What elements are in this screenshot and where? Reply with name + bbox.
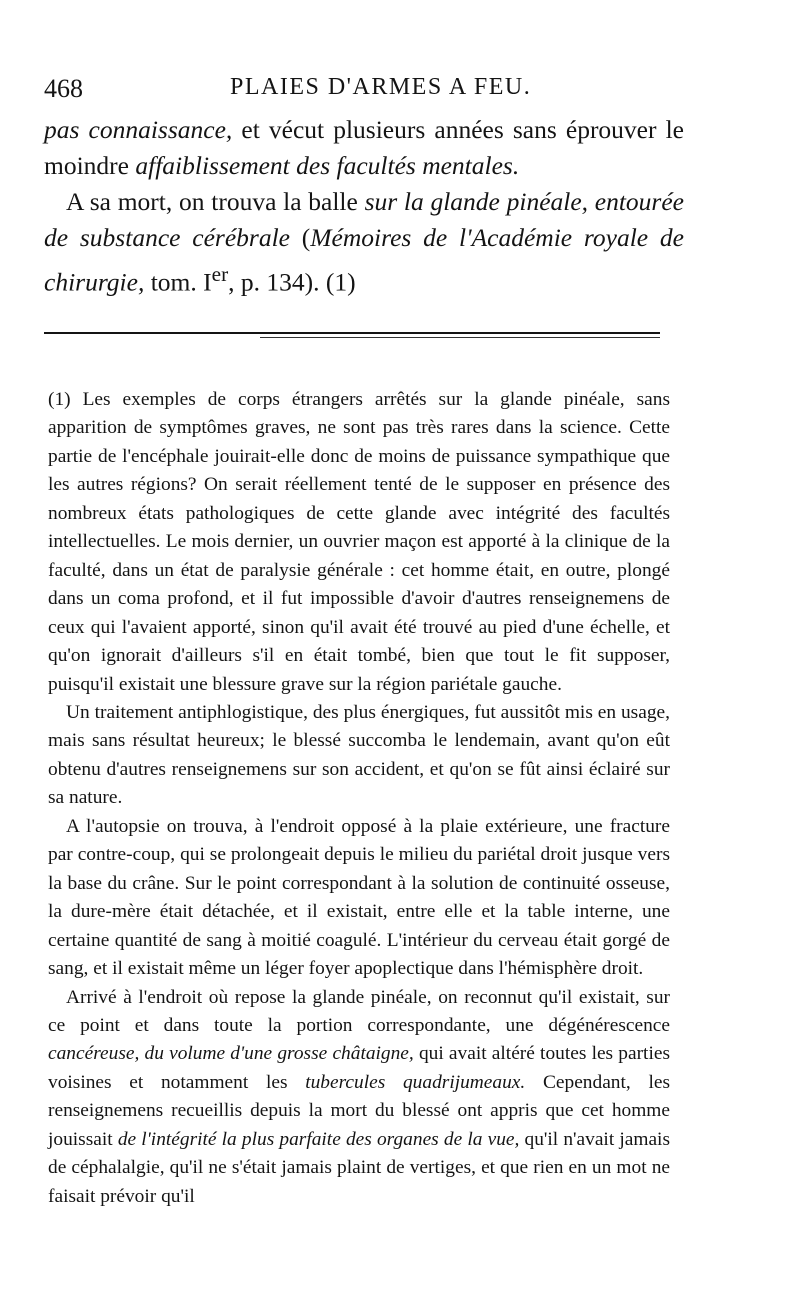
main-paragraph-1 [44,112,684,184]
running-title: PLAIES D'ARMES A FEU. [230,74,532,100]
text-run: tom. I [144,267,212,297]
text-run: qui avait altéré toutes les parties voisines et notamment les [48,1043,670,1093]
page-number: 468 [44,74,83,103]
italic-phrase: de l'intégrité la plus parfaite des organes de la vue, [117,1128,520,1150]
text-run: et vécut plusieurs années sans éprouver le moindre [44,115,684,180]
italic-phrase: cancéreuse, du volume d'une grosse châtaigne, [48,1043,414,1065]
footnote-paragraph-2: Un traitement antiphlogistique, des plus énergiques, fut aussitôt mis en usage, mais sans résultat heureux; le blessé succomba le lendemain, avant qu'on eût obtenu d'autres renseignemens sur son accident, et qu'on se fût ainsi éclairé sur sa nature. [48,701,670,809]
text-run: ( [289,223,311,252]
footnote-paragraph-1: (1) Les exemples de corps étrangers arrêtés sur la glande pinéale, sans apparition de symptômes graves, ne sont pas très rares dans la science. Cette partie de l'encéphale jouirait-elle donc de moins de puissance sympathique que les autres régions? On serait réellement tenté de le supposer en présence des nombreux états pathologiques de cette glande avec intégrité des facultés intellectuelles. Le mois dernier, un ouvrier maçon est apporté à la clinique de la faculté, dans un état de paralysie générale : cet homme était, en outre, plongé dans un coma profond, et il fut impossible d'avoir d'autres renseignemens de ceux qui l'avaient apporté, sinon qu'il avait été trouvé au pied d'une échelle, et qu'on ignorait d'ailleurs s'il en était tombé, bien que tout le fit supposer, puisqu'il existait une blessure grave sur la région pariétale gauche. [48,389,670,695]
text-run: Cependant, les renseignemens recueillis depuis la mort du blessé ont appris que cet homme jouissait [48,1071,670,1150]
footnote-separator-rule-thin [260,337,660,338]
italic-phrase: sur la glande pinéale, entourée de substance cérébrale [44,187,684,252]
main-text [44,112,684,301]
footnote-paragraph-4 [48,984,670,1212]
main-paragraph-2 [44,184,684,301]
italic-citation: Mémoires de l'Académie royale de chirurgie, [44,223,684,297]
italic-phrase: affaiblissement des facultés mentales. [135,151,520,180]
footnote [48,386,670,1211]
text-run: qu'il n'avait jamais de céphalalgie, qu'il ne s'était jamais plaint de vertiges, et que rien en un mot ne faisait prévoir qu'il [48,1128,670,1207]
italic-phrase: pas connaissance, [44,115,233,144]
text-run: , p. 134). (1) [228,267,356,297]
superscript: er [211,262,229,286]
text-run: Arrivé à l'endroit où repose la glande pinéale, on reconnut qu'il existait, sur ce point et dans toute la portion correspondante, une dégénérescence [48,986,670,1036]
footnote-paragraph-3: A l'autopsie on trouva, à l'endroit opposé à la plaie extérieure, une fracture par contre-coup, qui se prolongeait depuis le milieu du pariétal droit jusque vers la base du crâne. Sur le point correspondant à la solution de continuité osseuse, la dure-mère était détachée, et il existait, entre elle et la table interne, une certaine quantité de sang à moitié coagulé. L'intérieur du cerveau était gorgé de sang, et il existait même un léger foyer apoplectique dans l'hémisphère droit. [48,815,670,980]
footnote-separator-rule [44,332,660,334]
running-header [44,70,684,104]
italic-phrase: tubercules quadrijumeaux. [305,1071,526,1093]
text-run: A sa mort, on trouva la balle [66,187,365,216]
